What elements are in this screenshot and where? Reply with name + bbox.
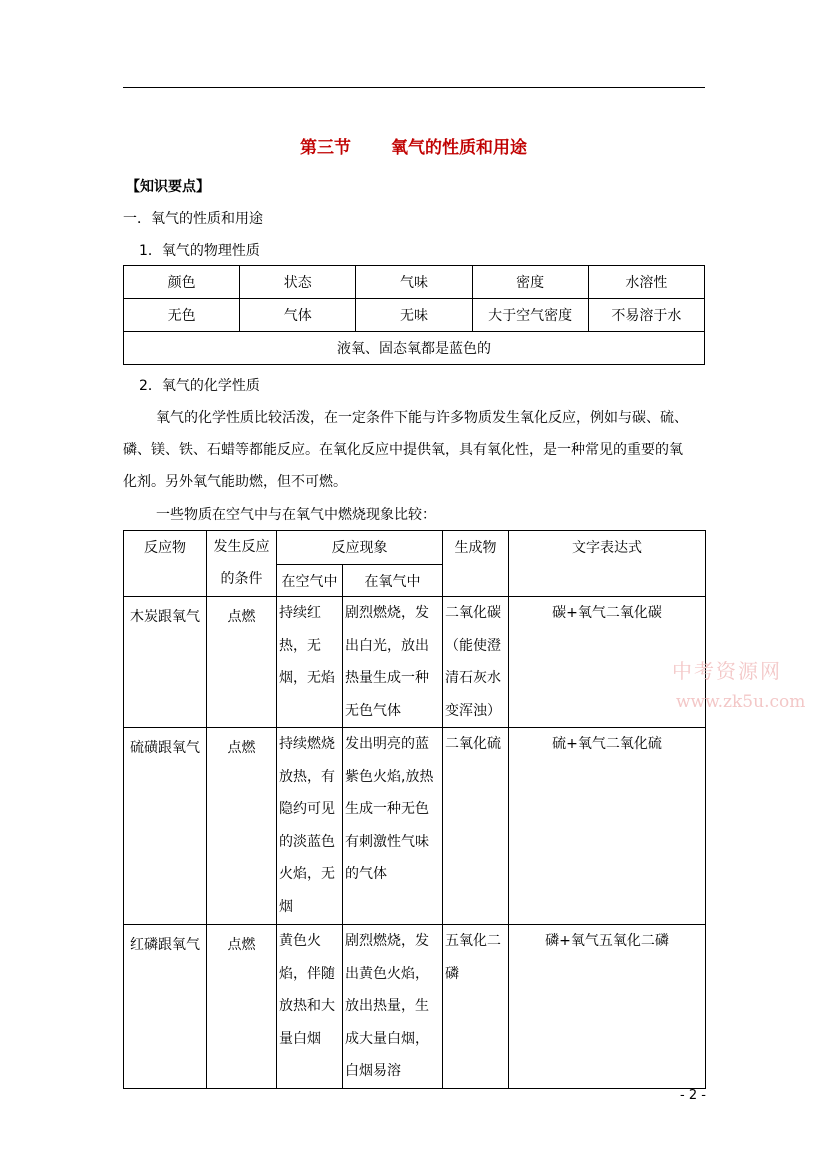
reactants-cell: 红磷跟氧气: [124, 925, 207, 1089]
header-cell: 颜色: [124, 266, 240, 299]
in-oxygen-cell: 剧烈燃烧，发出白光，放出热量生成一种无色气体: [343, 597, 443, 728]
paragraph-line: 化剂。另外氧气能助燃，但不可燃。: [123, 474, 347, 490]
watermark-url: www.zk5u.com: [676, 692, 806, 712]
reactants-cell: 木炭跟氧气: [124, 597, 207, 728]
table-row: [124, 597, 706, 728]
page-title: [0, 133, 827, 158]
header-line: 的条件: [220, 571, 263, 587]
header-cell: 水溶性: [588, 266, 704, 299]
product-cell: 二氧化硫: [443, 728, 509, 925]
header-rule: [123, 87, 705, 88]
table-row: [124, 332, 705, 365]
sub-heading-chemical: 2．氧气的化学性质: [139, 378, 260, 394]
in-oxygen-cell: 剧烈燃烧，发出黄色火焰，放出热量，生成大量白烟，白烟易溶: [343, 925, 443, 1089]
header-line: 发生反应: [213, 539, 270, 555]
header-cell: 文字表达式: [509, 531, 706, 597]
table-row: [124, 531, 706, 565]
value-cell: 气体: [240, 299, 356, 332]
in-oxygen-cell: 发出明亮的蓝紫色火焰,放热生成一种无色有刺激性气味的气体: [343, 728, 443, 925]
header-cell: [207, 531, 277, 597]
header-cell: 生成物: [443, 531, 509, 597]
value-cell: 大于空气密度: [472, 299, 588, 332]
header-cell: 反应现象: [277, 531, 443, 565]
table-row: [124, 728, 706, 925]
watermark-logo: 中考资源网: [672, 659, 782, 683]
note-cell: 液氧、固态氧都是蓝色的: [124, 332, 705, 365]
expression-cell: 硫+氧气二氧化硫: [509, 728, 706, 925]
heading-1: 一．氧气的性质和用途: [123, 211, 263, 227]
in-air-cell: 持续燃烧放热，有隐约可见的淡蓝色火焰，无烟: [277, 728, 343, 925]
header-cell: 状态: [240, 266, 356, 299]
in-air-cell: 持续红热，无烟，无焰: [277, 597, 343, 728]
value-cell: 无味: [356, 299, 472, 332]
value-cell: 不易溶于水: [588, 299, 704, 332]
reactants-cell: 硫磺跟氧气: [124, 728, 207, 925]
product-cell: 二氧化碳（能使澄清石灰水变浑浊）: [443, 597, 509, 728]
expression-cell: 碳+氧气二氧化碳: [509, 597, 706, 728]
header-cell: 在氧气中: [343, 565, 443, 597]
expression-cell: 磷+氧气五氧化二磷: [509, 925, 706, 1089]
title-topic: 氧气的性质和用途: [391, 138, 527, 158]
paragraph-line: 磷、镁、铁、石蜡等都能反应。在氧化反应中提供氧，具有氧化性，是一种常见的重要的氧: [123, 442, 683, 458]
header-cell: 反应物: [124, 531, 207, 597]
compare-intro: 一些物质在空气中与在氧气中燃烧现象比较：: [156, 507, 436, 523]
table-row: [124, 299, 705, 332]
page-number: - 2 -: [680, 1088, 706, 1103]
table-row: [124, 925, 706, 1089]
in-air-cell: 黄色火焰，伴随放热和大量白烟: [277, 925, 343, 1089]
header-cell: 密度: [472, 266, 588, 299]
physical-properties-table: [123, 265, 705, 365]
condition-cell: 点燃: [207, 925, 277, 1089]
condition-cell: 点燃: [207, 728, 277, 925]
combustion-comparison-table: [123, 530, 706, 1089]
product-cell: 五氧化二磷: [443, 925, 509, 1089]
title-section: 第三节: [300, 138, 351, 158]
header-cell: 在空气中: [277, 565, 343, 597]
header-cell: 气味: [356, 266, 472, 299]
sub-heading-physical: 1．氧气的物理性质: [139, 243, 260, 259]
table-row: [124, 266, 705, 299]
section-heading: 【知识要点】: [126, 179, 210, 195]
paragraph-line: 氧气的化学性质比较活泼，在一定条件下能与许多物质发生氧化反应，例如与碳、硫、: [156, 410, 688, 426]
value-cell: 无色: [124, 299, 240, 332]
condition-cell: 点燃: [207, 597, 277, 728]
